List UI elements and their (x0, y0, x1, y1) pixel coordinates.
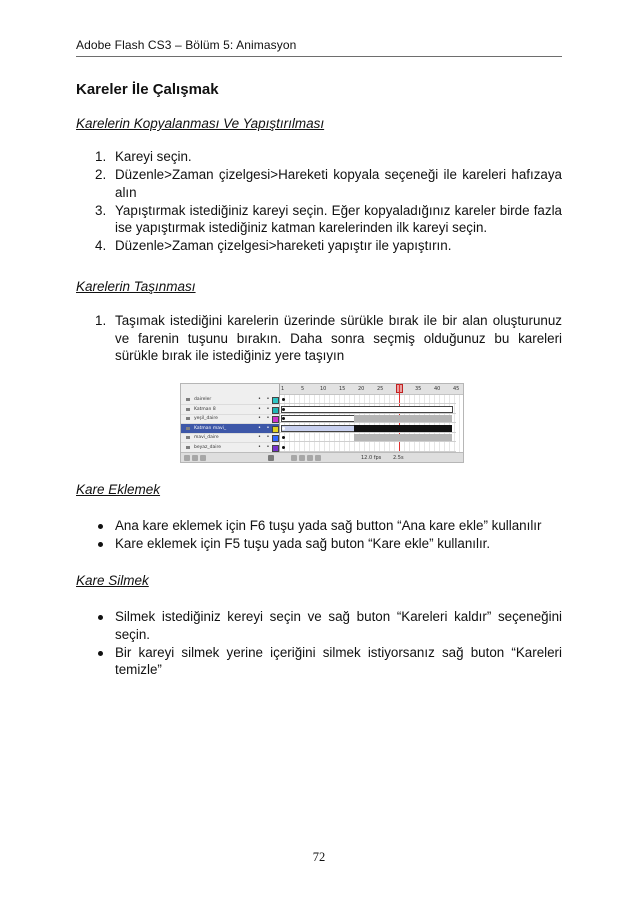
list-item: Ana kare eklemek için F6 tuşu yada sağ button “Ana kare ekle” kullanılır (82, 517, 562, 535)
layer-list (181, 384, 280, 452)
selected-frames[interactable] (354, 425, 452, 432)
visibility-lock-dots[interactable]: • • (258, 405, 272, 412)
ruler-tick-label: 35 (415, 386, 422, 392)
ruler-tick-label: 10 (320, 386, 327, 392)
frame-track[interactable] (280, 433, 456, 442)
section-heading-add: Kare Eklemek (76, 482, 161, 497)
ruler-tick-label: 25 (377, 386, 384, 392)
keyframe-dot[interactable] (282, 446, 285, 449)
section-heading-move: Karelerin Taşınması (76, 279, 196, 294)
time-readout: 2.5s (393, 455, 404, 461)
new-layer-icon[interactable] (184, 455, 190, 461)
frame-track[interactable] (280, 424, 456, 433)
edit-frames-icon[interactable] (315, 455, 321, 461)
layer-icon (186, 436, 190, 439)
section-heading-copy: Karelerin Kopyalanması Ve Yapıştırılması (76, 116, 325, 131)
layer-row[interactable] (181, 424, 279, 434)
layer-row[interactable] (181, 414, 279, 424)
ruler-tick-label: 5 (301, 386, 305, 392)
ruler-tick-label: 45 (453, 386, 460, 392)
onion-outline-icon[interactable] (307, 455, 313, 461)
new-folder-icon[interactable] (200, 455, 206, 461)
visibility-lock-dots[interactable]: • • (258, 415, 272, 421)
tween-frames[interactable] (354, 415, 452, 422)
visibility-lock-dots[interactable]: • • (258, 396, 272, 402)
frame-span[interactable] (281, 406, 453, 413)
layer-icon (186, 408, 190, 411)
ruler-tick-label: 40 (434, 386, 441, 392)
layer-color-swatch[interactable] (272, 426, 279, 433)
layer-color-swatch[interactable] (272, 407, 279, 414)
delete-layer-icon[interactable] (268, 455, 274, 461)
timeline-ruler (280, 384, 463, 394)
list-item: 1. Kareyi seçin. (95, 149, 192, 164)
list-item: Kare eklemek için F5 tuşu yada sağ buton “Kare ekle” kullanılır. (82, 535, 562, 553)
layer-color-swatch[interactable] (272, 416, 279, 423)
bullet-icon (98, 651, 103, 656)
bullet-icon (98, 524, 103, 529)
frame-track[interactable] (280, 405, 456, 414)
layer-color-swatch[interactable] (272, 397, 279, 404)
timeline-screenshot (180, 383, 464, 463)
layer-row[interactable] (181, 405, 279, 415)
motion-guide-icon[interactable] (192, 455, 198, 461)
main-heading: Kareler İle Çalışmak (76, 81, 219, 98)
steps-list-copy (82, 148, 562, 255)
layer-icon (186, 417, 190, 420)
section-heading-delete: Kare Silmek (76, 573, 149, 588)
visibility-lock-dots[interactable]: • • (258, 424, 272, 431)
layer-name: daireler (194, 397, 212, 402)
bullets-list-delete (82, 608, 562, 679)
layer-name: yeşil_daire (194, 416, 218, 421)
visibility-lock-dots[interactable]: • • (258, 434, 272, 440)
steps-list-move (82, 312, 562, 365)
layer-row[interactable] (181, 395, 279, 405)
folder-icon (186, 398, 190, 401)
layer-color-swatch[interactable] (272, 445, 279, 452)
keyframe-dot[interactable] (282, 427, 285, 430)
bullets-list-add (82, 517, 562, 553)
keyframe-dot[interactable] (282, 408, 285, 411)
ruler-tick-label: 15 (339, 386, 346, 392)
list-item: Bir kareyi silmek yerine içeriğini silmek istiyorsanız sağ buton “Kareleri temizle” (82, 644, 562, 679)
list-item: 2. Düzenle>Zaman çizelgesi>Hareketi kopyala seçeneği ile kareleri hafızaya alın (95, 167, 562, 200)
list-item: Silmek istediğiniz kereyi seçin ve sağ buton “Kareleri kaldır” seçeneğini seçin. (82, 608, 562, 643)
layer-row[interactable] (181, 443, 279, 453)
page-number: 72 (312, 850, 326, 864)
timeline-status-bar (181, 452, 463, 463)
layer-color-swatch[interactable] (272, 435, 279, 442)
ruler-tick-label: 1 (281, 386, 285, 392)
layer-name: Katman mavi_ (194, 425, 227, 431)
layer-name: beyaz_daire (194, 444, 222, 450)
keyframe-dot[interactable] (282, 436, 285, 439)
layer-name: Katman 8 (194, 406, 216, 412)
ruler-tick-label: 20 (358, 386, 365, 392)
layer-icon (186, 427, 190, 430)
onion-skin-icon[interactable] (299, 455, 305, 461)
keyframe-dot[interactable] (282, 417, 285, 420)
frame-track[interactable] (280, 443, 456, 452)
tween-frames[interactable] (354, 434, 452, 441)
bullet-icon (98, 542, 103, 547)
bullet-icon (98, 615, 103, 620)
keyframe-dot[interactable] (282, 398, 285, 401)
layer-icon (186, 446, 190, 449)
list-item: 4. Düzenle>Zaman çizelgesi>hareketi yapıştır ile yapıştırın. (95, 238, 452, 253)
running-header: Adobe Flash CS3 – Bölüm 5: Animasyon (76, 38, 562, 57)
fps-readout: 12.0 fps (361, 455, 382, 461)
frame-track[interactable] (280, 395, 456, 404)
visibility-lock-dots[interactable]: • • (258, 443, 272, 450)
frame-track[interactable] (280, 414, 456, 423)
list-item: 1. Taşımak istediğini karelerin üzerinde sürükle bırak ile bir alan oluşturunuz ve farenin tuşunu bırakın. Daha sonra seçmiş olduğunuz bu kareleri sürükle bırak ile istediğiniz yere taşıyın (95, 313, 562, 363)
frame-grid (280, 395, 463, 452)
center-frame-icon[interactable] (291, 455, 297, 461)
layer-name: mavi_daire (194, 435, 219, 440)
list-item: 3. Yapıştırmak istediğiniz kareyi seçin. Eğer kopyaladığınız kareler birde fazla ise yapıştırmak istediğiniz katman karelerinden ilk kareyi seçin. (95, 202, 562, 235)
layer-row[interactable] (181, 433, 279, 443)
